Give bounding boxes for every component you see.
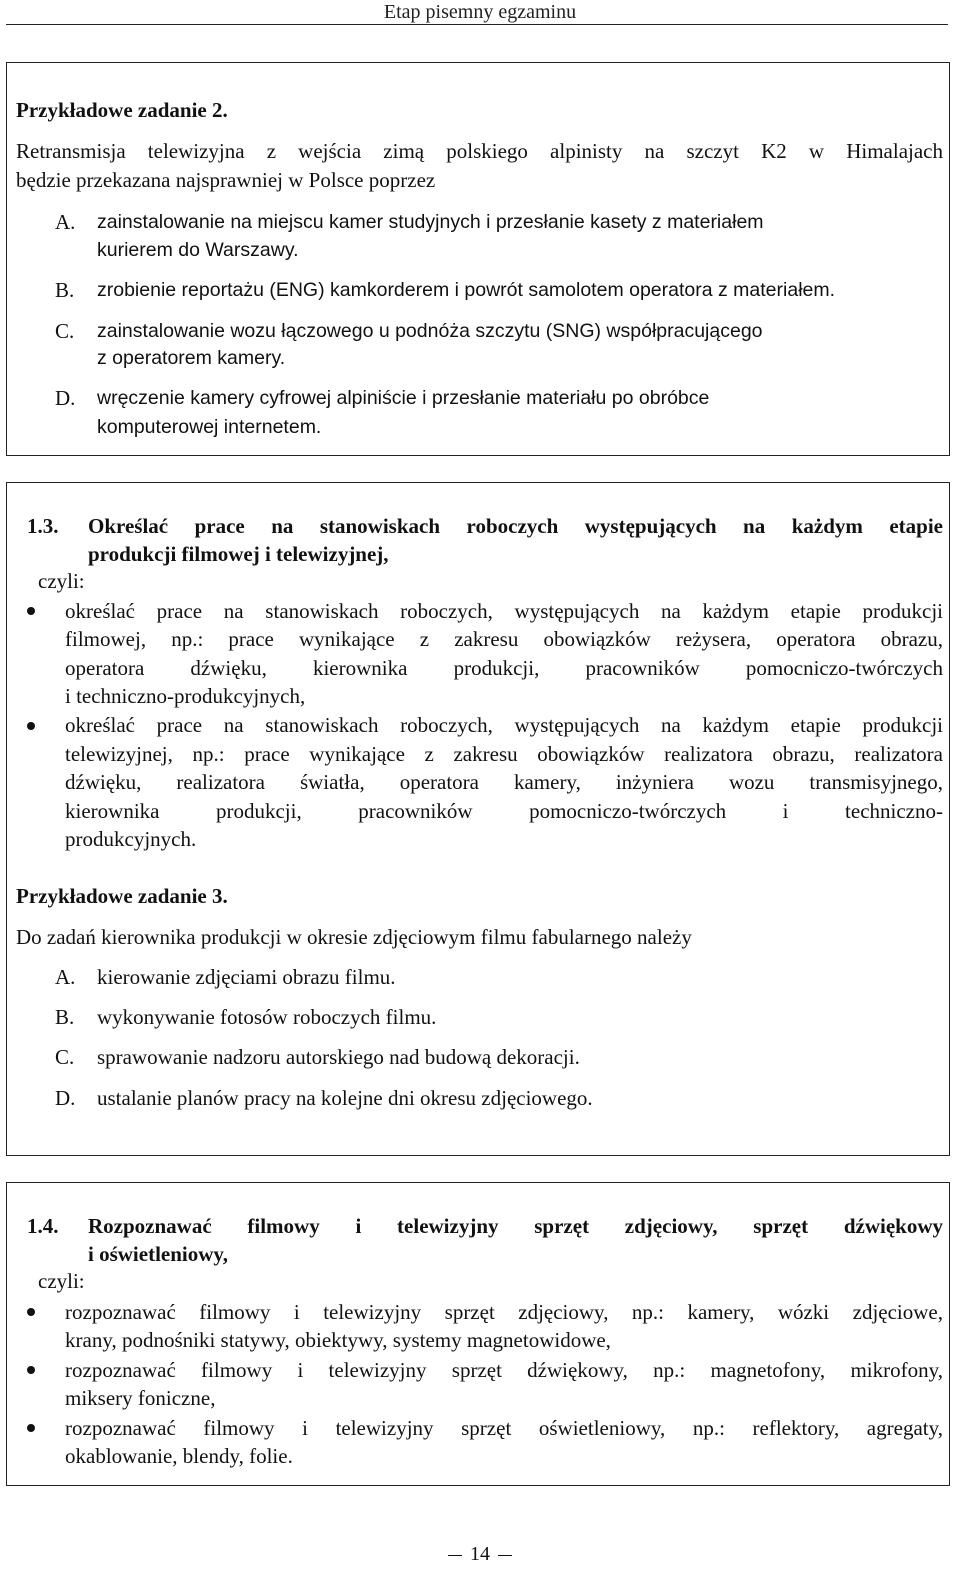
bullet-text-line: rozpoznawać filmowy i telewizyjny sprzęt zdjęciowy, np.: kamery, wózki zdjęciowe, <box>65 1300 943 1324</box>
bullet-text-line: produkcyjnych. <box>65 827 197 851</box>
option-text: kierowanie zdjęciami obrazu filmu. <box>97 965 396 989</box>
option-text-line: zrobienie reportażu (ENG) kamkorderem i powrót samolotem operatora z materiałem. <box>97 279 836 301</box>
option-text: wykonywanie fotosów roboczych filmu. <box>97 1005 437 1029</box>
section-1-4-heading-line-1: Rozpoznawać filmowy i telewizyjny sprzęt zdjęciowy, sprzęt dźwiękowy <box>88 1214 943 1238</box>
option-text: sprawowanie nadzoru autorskiego nad budową dekoracji. <box>97 1045 580 1069</box>
bullet-text-line: rozpoznawać filmowy i telewizyjny sprzęt dźwiękowy, np.: magnetofony, mikrofony, <box>65 1358 943 1382</box>
bullet-text-line: określać prace na stanowiskach roboczych, występujących na każdym etapie produkcji <box>65 713 943 737</box>
option-letter: D. <box>55 386 76 410</box>
option-letter: A. <box>55 210 76 234</box>
bullet-text-line: krany, podnośniki statywy, obiektywy, systemy magnetowidowe, <box>65 1328 611 1352</box>
czyli-label: czyli: <box>38 1269 85 1293</box>
bullet-text-line: kierownika produkcji, pracowników pomocniczo-twórczych i techniczno- <box>65 799 943 823</box>
page-footer <box>0 1543 960 1566</box>
header-rule <box>6 24 948 25</box>
option-text-line: wręczenie kamery cyfrowej alpiniście i przesłanie materiału po obróbce <box>97 387 710 409</box>
bullet-text-line: operatora dźwięku, kierownika produkcji, pracowników pomocniczo-twórczych <box>65 656 943 680</box>
bullet-dot <box>27 1366 35 1374</box>
bullet-dot <box>27 607 35 615</box>
bullet-text-line: okablowanie, blendy, folie. <box>65 1444 293 1468</box>
option-letter: B. <box>55 278 75 302</box>
bullet-text-line: i techniczno-produkcyjnych, <box>65 684 306 708</box>
bullet-dot <box>27 1308 35 1316</box>
option-text-line: komputerowej internetem. <box>97 416 322 438</box>
option-letter: D. <box>55 1086 76 1110</box>
example-2-title: Przykładowe zadanie 2. <box>16 98 228 122</box>
option-text-line: z operatorem kamery. <box>97 347 286 369</box>
option-letter: C. <box>55 319 75 343</box>
example-2-question-line-2: będzie przekazana najsprawniej w Polsce poprzez <box>16 168 436 192</box>
example-2-question-line-1: Retransmisja telewizyjna z wejścia zimą polskiego alpinisty na szczyt K2 w Himalajach <box>16 139 943 163</box>
section-1-3-heading-line-1: Określać prace na stanowiskach roboczych występujących na każdym etapie <box>88 514 943 538</box>
option-text-line: kurierem do Warszawy. <box>97 239 299 261</box>
example-3-question: Do zadań kierownika produkcji w okresie zdjęciowym filmu fabularnego należy <box>16 925 692 949</box>
example-3-title: Przykładowe zadanie 3. <box>16 884 228 908</box>
bullet-dot <box>27 722 35 730</box>
section-1-4-number: 1.4. <box>27 1214 59 1238</box>
bullet-text-line: dźwięku, realizatora światła, operatora kamery, inżyniera wozu transmisyjnego, <box>65 770 943 794</box>
option-text-line: zainstalowanie na miejscu kamer studyjnych i przesłanie kasety z materiałem <box>97 211 764 233</box>
running-header: Etap pisemny egzaminu <box>383 1 577 23</box>
bullet-text-line: filmowej, np.: prace wynikające z zakresu obowiązków reżysera, operatora obrazu, <box>65 627 943 651</box>
option-letter: A. <box>55 965 76 989</box>
option-text: ustalanie planów pracy na kolejne dni okresu zdjęciowego. <box>97 1086 593 1110</box>
section-1-3-heading-line-2: produkcji filmowej i telewizyjnej, <box>88 542 389 566</box>
option-letter: C. <box>55 1045 75 1069</box>
option-text-line: zainstalowanie wozu łączowego u podnóża szczytu (SNG) współpracującego <box>97 320 763 342</box>
footer-dash <box>448 1555 462 1556</box>
bullet-text-line: określać prace na stanowiskach roboczych, występujących na każdym etapie produkcji <box>65 599 943 623</box>
footer-dash <box>498 1555 512 1556</box>
section-1-4-heading-line-2: i oświetleniowy, <box>88 1242 228 1266</box>
option-letter: B. <box>55 1005 75 1029</box>
bullet-text-line: rozpoznawać filmowy i telewizyjny sprzęt oświetleniowy, np.: reflektory, agregaty, <box>65 1416 943 1440</box>
page-number: 14 <box>470 1543 490 1565</box>
czyli-label: czyli: <box>38 569 85 593</box>
section-1-3-number: 1.3. <box>27 514 59 538</box>
bullet-text-line: telewizyjnej, np.: prace wynikające z zakresu obowiązków realizatora obrazu, realizatora <box>65 742 943 766</box>
bullet-dot <box>27 1424 35 1432</box>
bullet-text-line: miksery foniczne, <box>65 1386 216 1410</box>
